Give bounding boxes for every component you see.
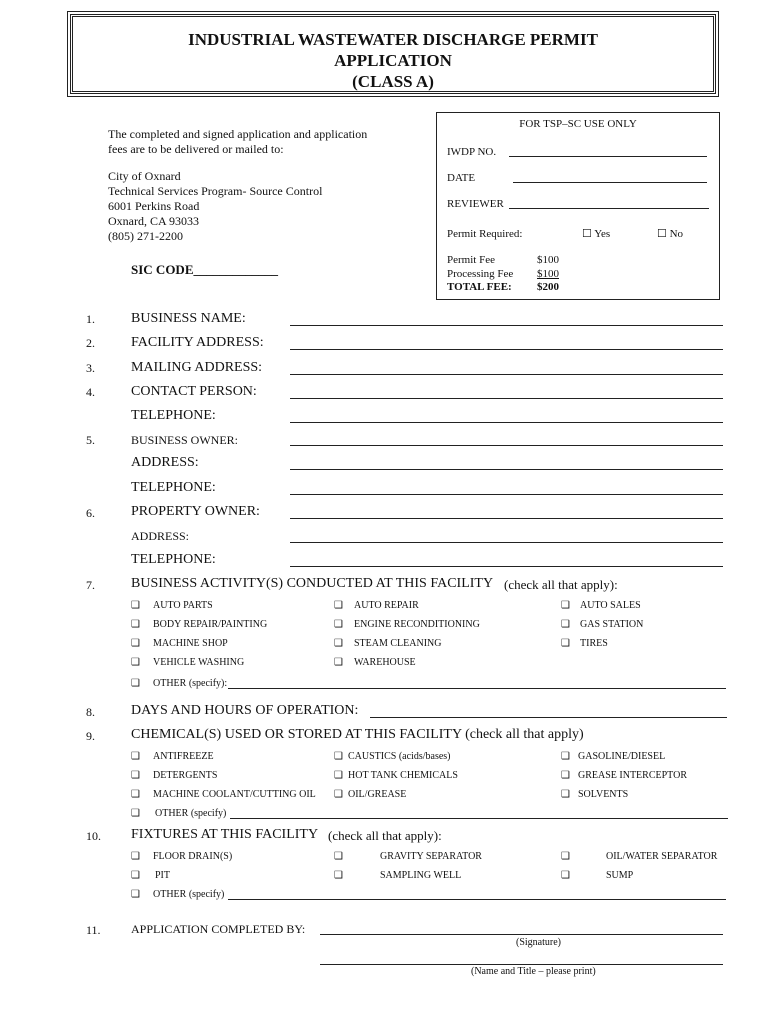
checkbox[interactable]: ❑ <box>131 870 140 881</box>
sic-code-field[interactable]: SIC CODE_____________ <box>131 262 278 277</box>
title-line-3: (CLASS A) <box>352 72 434 91</box>
item-number: 10. <box>86 829 101 843</box>
name-title-input[interactable] <box>320 964 723 965</box>
item-number: 11. <box>86 923 101 937</box>
intro-text <box>108 127 367 157</box>
q7-label: BUSINESS ACTIVITY(S) CONDUCTED AT THIS FACILITY <box>131 576 494 591</box>
option-label: CAUSTICS (acids/bases) <box>348 751 451 762</box>
option-label: GAS STATION <box>580 619 644 630</box>
other-specify-label: OTHER (specify): <box>153 678 228 689</box>
option-label: GASOLINE/DIESEL <box>578 751 666 762</box>
option-label: SOLVENTS <box>578 789 629 800</box>
option-label: HOT TANK CHEMICALS <box>348 770 458 781</box>
checkbox[interactable]: ❑ <box>334 770 343 781</box>
item-number: 6. <box>86 506 95 520</box>
q10-note: (check all that apply): <box>328 828 442 843</box>
property-address-label: ADDRESS: <box>131 529 190 543</box>
reviewer-input[interactable] <box>509 208 709 209</box>
completed-by-label: APPLICATION COMPLETED BY: <box>131 922 306 936</box>
checkbox[interactable]: ❑ <box>561 751 570 762</box>
address-line: (805) 271-2200 <box>108 229 183 243</box>
facility-address-input[interactable] <box>290 349 723 350</box>
checkbox[interactable]: ❑ <box>561 638 570 649</box>
option-label: MACHINE COOLANT/CUTTING OIL <box>153 789 316 800</box>
item-number: 4. <box>86 385 95 399</box>
q8-label: DAYS AND HOURS OF OPERATION: <box>131 703 359 718</box>
iwdp-input[interactable] <box>509 156 707 157</box>
option-label: TIRES <box>580 638 608 649</box>
address-line: City of Oxnard <box>108 169 181 183</box>
form-title <box>70 14 716 94</box>
total-fee-label: TOTAL FEE: <box>447 281 512 293</box>
business-name-input[interactable] <box>290 325 723 326</box>
option-label: GRAVITY SEPARATOR <box>380 851 482 862</box>
address-line: Oxnard, CA 93033 <box>108 214 199 228</box>
q9-label: CHEMICAL(S) USED OR STORED AT THIS FACILITY (check all that apply) <box>131 727 584 742</box>
owner-telephone-input[interactable] <box>290 494 723 495</box>
processing-fee-value: $100 <box>537 268 559 280</box>
other-specify-label: OTHER (specify) <box>153 889 225 900</box>
office-use-box <box>436 112 720 300</box>
permit-no-checkbox[interactable]: ☐ No <box>657 228 684 240</box>
date-label: DATE <box>447 172 476 184</box>
contact-person-input[interactable] <box>290 398 723 399</box>
contact-telephone-label: TELEPHONE: <box>131 408 216 423</box>
item-number: 2. <box>86 336 95 350</box>
name-title-caption: (Name and Title – please print) <box>471 966 596 977</box>
mailing-address-block <box>108 169 322 244</box>
checkbox[interactable]: ❑ <box>131 638 140 649</box>
office-header: FOR TSP–SC USE ONLY <box>519 118 637 130</box>
checkbox[interactable]: ❑ <box>561 851 570 862</box>
checkbox[interactable]: ❑ <box>334 751 343 762</box>
option-label: ANTIFREEZE <box>153 751 214 762</box>
option-label: AUTO PARTS <box>153 600 213 611</box>
checkbox[interactable]: ❑ <box>334 657 343 668</box>
checkbox[interactable]: ❑ <box>131 678 140 689</box>
checkbox[interactable]: ❑ <box>131 889 140 900</box>
option-label: WAREHOUSE <box>354 657 416 668</box>
checkbox[interactable]: ❑ <box>131 770 140 781</box>
checkbox[interactable]: ❑ <box>131 657 140 668</box>
other-specify-label: OTHER (specify) <box>155 808 227 819</box>
option-label: VEHICLE WASHING <box>153 657 245 668</box>
item-number: 5. <box>86 433 95 447</box>
option-label: GREASE INTERCEPTOR <box>578 770 687 781</box>
permit-fee-value: $100 <box>537 254 559 266</box>
item-number: 8. <box>86 705 95 719</box>
option-label: ENGINE RECONDITIONING <box>354 619 480 630</box>
checkbox[interactable]: ❑ <box>131 789 140 800</box>
option-label: STEAM CLEANING <box>354 638 442 649</box>
intro-line-2: fees are to be delivered or mailed to: <box>108 142 284 156</box>
checkbox[interactable]: ❑ <box>561 619 570 630</box>
signature-caption: (Signature) <box>516 937 561 948</box>
checkbox[interactable]: ❑ <box>334 638 343 649</box>
checkbox[interactable]: ❑ <box>561 870 570 881</box>
owner-address-input[interactable] <box>290 469 723 470</box>
option-label: DETERGENTS <box>153 770 218 781</box>
address-line: 6001 Perkins Road <box>108 199 200 213</box>
processing-fee-label: Processing Fee <box>447 268 514 280</box>
property-telephone-label: TELEPHONE: <box>131 552 216 567</box>
checkbox[interactable]: ❑ <box>561 600 570 611</box>
checkbox[interactable]: ❑ <box>131 619 140 630</box>
option-label: AUTO SALES <box>580 600 641 611</box>
reviewer-label: REVIEWER <box>447 198 504 210</box>
permit-required-label: Permit Required: <box>447 228 523 240</box>
option-label: PIT <box>155 870 170 881</box>
item-number: 9. <box>86 729 95 743</box>
owner-telephone-label: TELEPHONE: <box>131 480 216 495</box>
property-telephone-input[interactable] <box>290 566 723 567</box>
mailing-address-input[interactable] <box>290 374 723 375</box>
property-owner-input[interactable] <box>290 518 723 519</box>
owner-address-label: ADDRESS: <box>131 455 199 470</box>
checkbox[interactable]: ❑ <box>334 619 343 630</box>
iwdp-label: IWDP NO. <box>447 146 497 158</box>
permit-fee-label: Permit Fee <box>447 254 495 266</box>
option-label: SUMP <box>606 870 634 881</box>
operation-hours-input[interactable] <box>370 717 727 718</box>
checkbox[interactable]: ❑ <box>131 751 140 762</box>
date-input[interactable] <box>513 182 707 183</box>
q10-label: FIXTURES AT THIS FACILITY <box>131 827 319 842</box>
checkbox[interactable]: ❑ <box>334 600 343 611</box>
checkbox[interactable]: ❑ <box>561 770 570 781</box>
signature-input[interactable] <box>320 934 723 935</box>
checkbox[interactable]: ❑ <box>131 600 140 611</box>
option-label: MACHINE SHOP <box>153 638 228 649</box>
checkbox[interactable]: ❑ <box>334 789 343 800</box>
q7-note: (check all that apply): <box>504 577 618 592</box>
title-line-1: INDUSTRIAL WASTEWATER DISCHARGE PERMIT <box>188 30 598 49</box>
total-fee-value: $200 <box>537 281 559 293</box>
option-label: OIL/GREASE <box>348 789 407 800</box>
option-label: AUTO REPAIR <box>354 600 419 611</box>
title-line-2: APPLICATION <box>334 51 452 70</box>
business-owner-input[interactable] <box>290 445 723 446</box>
checkbox[interactable]: ❑ <box>334 870 343 881</box>
other-fixture-input[interactable] <box>228 899 726 900</box>
contact-person-label: CONTACT PERSON: <box>131 384 257 399</box>
address-line: Technical Services Program- Source Control <box>108 184 323 198</box>
item-number: 7. <box>86 578 95 592</box>
other-activity-input[interactable] <box>228 688 726 689</box>
option-label: BODY REPAIR/PAINTING <box>153 619 268 630</box>
permit-yes-checkbox[interactable]: ☐ Yes <box>582 228 611 240</box>
other-chemical-input[interactable] <box>230 818 728 819</box>
checkbox[interactable]: ❑ <box>561 789 570 800</box>
item-number: 1. <box>86 312 95 326</box>
checkbox[interactable]: ❑ <box>131 808 140 819</box>
property-address-input[interactable] <box>290 542 723 543</box>
mailing-address-label: MAILING ADDRESS: <box>131 360 263 375</box>
facility-address-label: FACILITY ADDRESS: <box>131 335 264 350</box>
option-label: FLOOR DRAIN(S) <box>153 851 233 862</box>
business-name-label: BUSINESS NAME: <box>131 311 246 326</box>
contact-telephone-input[interactable] <box>290 422 723 423</box>
property-owner-label: PROPERTY OWNER: <box>131 504 260 519</box>
option-label: OIL/WATER SEPARATOR <box>606 851 718 862</box>
item-number: 3. <box>86 361 95 375</box>
checkbox[interactable]: ❑ <box>131 851 140 862</box>
option-label: SAMPLING WELL <box>380 870 462 881</box>
intro-line-1: The completed and signed application and application <box>108 127 368 141</box>
business-owner-label: BUSINESS OWNER: <box>131 433 239 447</box>
checkbox[interactable]: ❑ <box>334 851 343 862</box>
